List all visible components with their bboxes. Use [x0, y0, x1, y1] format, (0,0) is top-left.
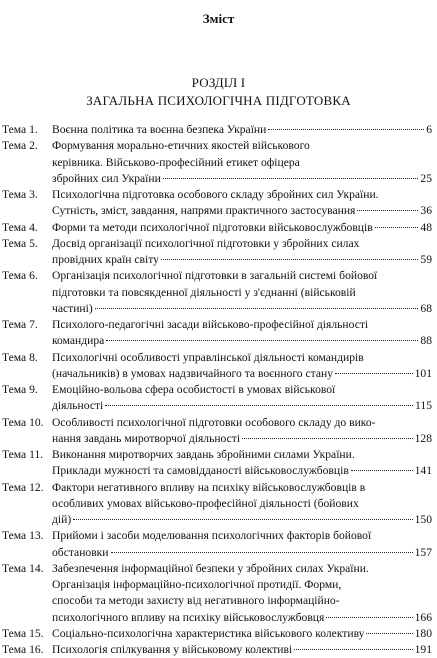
toc-entry-body — [52, 561, 432, 626]
toc-entry-line: способи та методи захисту від негативного інформаційно- — [52, 594, 340, 608]
toc-entry-label: Тема 13. — [2, 529, 44, 543]
toc-entry-line: підготовки та повсякденної діяльності у з'єднанні (військовій — [52, 285, 356, 299]
toc-entry-label: Тема 16. — [2, 643, 44, 656]
toc-entry-body — [52, 138, 432, 187]
toc-entry-label: Тема 9. — [2, 383, 38, 396]
toc-entry-label: Тема 3. — [2, 188, 38, 201]
toc-entry-page-number: 166 — [414, 610, 432, 624]
toc-entry-label: Тема 15. — [2, 626, 44, 640]
toc-entry-page-number: 25 — [420, 171, 432, 185]
dot-leader — [294, 649, 412, 650]
toc-entry — [2, 626, 432, 642]
toc-entry-body — [52, 317, 432, 350]
toc-entry-page-number: 88 — [420, 334, 432, 348]
toc-entry-body — [52, 480, 432, 529]
toc-entry-title: провідних країн світу — [52, 253, 159, 266]
toc-entry-body — [52, 626, 432, 642]
toc-entry-lastline — [52, 171, 432, 187]
toc-entry-label: Тема 8. — [2, 350, 38, 364]
dot-leader — [161, 259, 418, 260]
toc-entry-line: керівника. Військово-професійний етикет офіцера — [52, 155, 300, 169]
toc-entry-label: Тема 10. — [2, 415, 44, 429]
toc-entry-line: Забезпечення інформаційної безпеки у збройних силах України. — [52, 561, 369, 575]
toc-entry-body — [52, 220, 432, 236]
toc-entry — [2, 480, 432, 529]
toc-entry-body — [52, 528, 432, 561]
toc-entry-line: Психолого-педагогічні засади військово-професійної діяльності — [52, 318, 369, 331]
dot-leader — [268, 129, 424, 130]
toc-entry-lastline — [52, 366, 432, 382]
dot-leader — [95, 308, 419, 309]
toc-entry-title: діяльності — [52, 399, 104, 413]
dot-leader — [163, 178, 419, 179]
section-number: РОЗДІЛ І — [191, 75, 246, 90]
toc-entry — [2, 236, 432, 269]
toc-entry-lastline — [52, 122, 432, 138]
toc-entry-label: Тема 1. — [2, 123, 38, 136]
toc-entry-title: дій) — [52, 513, 72, 526]
toc-entry-line: Фактори негативного впливу на психіку військовослужбовців в — [52, 480, 366, 494]
dot-leader — [335, 373, 413, 374]
toc-entry-body — [52, 447, 432, 480]
toc-entry-body — [52, 350, 432, 383]
toc-entry-body — [52, 268, 432, 317]
toc-entry-title: Сутність, зміст, завдання, напрями практичного застосування — [52, 204, 356, 218]
toc-entry-line: Організація психологічної підготовки в загальній системі бойової — [52, 269, 378, 283]
toc-entry-body — [52, 122, 432, 138]
toc-entry-lastline — [52, 252, 432, 268]
toc-entry-title: нання завдань миротворчої діяльності — [52, 431, 241, 445]
toc-entry — [2, 561, 432, 626]
dot-leader — [351, 470, 413, 471]
toc-entry-line: Формування морально-етичних якостей військового — [52, 139, 310, 153]
toc-entry-page-number: 36 — [420, 204, 432, 218]
toc-entry-title: збройних сил України — [52, 171, 161, 185]
toc-entry-title: Форми та методи психологічної підготовки військовослужбовців — [52, 220, 373, 234]
toc-entry — [2, 220, 432, 236]
toc-entry-label: Тема 5. — [2, 236, 38, 250]
toc-entry-lastline — [52, 463, 432, 479]
toc-entry — [2, 187, 432, 220]
toc-entry-label: Тема 2. — [2, 139, 38, 153]
toc-entry-line: Емоційно-вольова сфера особистості в умовах військової — [52, 383, 336, 396]
toc-entry-lastline — [52, 545, 432, 561]
toc-entry-label: Тема 4. — [2, 220, 38, 234]
toc-entry-lastline — [52, 220, 432, 236]
toc-entry-line: Психологічна підготовка особового складу збройних сил України. — [52, 188, 379, 201]
toc-entry-page-number: 59 — [420, 253, 432, 266]
dot-leader — [73, 519, 412, 520]
toc-entry-page-number: 128 — [414, 431, 432, 445]
dot-leader — [105, 405, 413, 406]
toc-entry — [2, 268, 432, 317]
toc-entry-body — [52, 187, 432, 220]
toc-entry-page-number: 150 — [414, 513, 432, 526]
toc-entry-body — [52, 382, 432, 415]
toc-entry-title: командира — [52, 334, 105, 348]
toc-entry-body — [52, 236, 432, 269]
toc-entry-title: Соціально-психологічна характеристика військового колективу — [52, 626, 365, 640]
toc-entry-line: Особливості психологічної підготовки особового складу до вико- — [52, 415, 376, 429]
toc-entry-line: Досвід організації психологічної підготовки у збройних силах — [52, 236, 360, 250]
toc-entry-label: Тема 12. — [2, 480, 44, 494]
toc-entry-page-number: 115 — [415, 399, 432, 413]
toc-entry-body — [52, 415, 432, 448]
dot-leader — [366, 633, 412, 634]
dot-leader — [242, 438, 413, 439]
toc-entry-title: Психологія спілкування у військовому колективі — [52, 643, 293, 656]
toc-entry — [2, 642, 432, 658]
toc-entry-lastline — [52, 203, 432, 219]
toc-entry-page-number: 6 — [426, 123, 432, 136]
toc-entry-lastline — [52, 333, 432, 349]
toc-entry — [2, 317, 432, 350]
toc-entry — [2, 528, 432, 561]
toc-entry-page-number: 48 — [420, 220, 432, 234]
toc-entry-page-number: 157 — [414, 545, 432, 559]
toc-entry-title: обстановки — [52, 545, 109, 559]
dot-leader — [375, 227, 419, 228]
toc-entry — [2, 138, 432, 187]
toc-entry-page-number: 180 — [414, 626, 432, 640]
toc-entry — [2, 415, 432, 448]
toc-entry-page-number: 141 — [414, 464, 432, 478]
toc-entry — [2, 350, 432, 383]
toc-entry-lastline — [52, 610, 432, 626]
toc-entry — [2, 382, 432, 415]
toc-entry-title: Приклади мужності та самовідданості військовослужбовців — [52, 464, 349, 478]
toc-entry-lastline — [52, 512, 432, 528]
toc-entry-title: Воєнна політика та воєнна безпека України — [52, 123, 267, 136]
toc-entry-page-number: 191 — [414, 643, 432, 656]
toc-entry-body — [52, 642, 432, 658]
toc-entry-label: Тема 6. — [2, 269, 38, 283]
toc-entry-title: частині) — [52, 301, 93, 315]
toc-entry-lastline — [52, 642, 432, 658]
dot-leader — [106, 340, 418, 341]
toc-entry-label: Тема 11. — [2, 448, 44, 461]
toc-entry-lastline — [52, 301, 432, 317]
toc-entry-line: Прийоми і засоби моделювання психологічних факторів бойової — [52, 529, 372, 543]
toc-entry-line: особливих умовах військово-професійної діяльності (бойових — [52, 496, 359, 510]
page-title: Зміст — [202, 11, 235, 26]
section-title: ЗАГАЛЬНА ПСИХОЛОГІЧНА ПІДГОТОВКА — [86, 93, 351, 108]
toc-entry-page-number: 68 — [420, 301, 432, 315]
toc-entry-page-number: 101 — [414, 366, 432, 380]
table-of-contents — [2, 122, 432, 658]
toc-entry-lastline — [52, 431, 432, 447]
toc-entry-label: Тема 7. — [2, 318, 38, 331]
toc-entry — [2, 122, 432, 138]
toc-entry-line: Організація інформаційно-психологічної протидії. Форми, — [52, 578, 342, 591]
dot-leader — [111, 552, 413, 553]
toc-entry-lastline — [52, 398, 432, 414]
toc-entry-line: Виконання миротворчих завдань збройними силами України. — [52, 448, 355, 461]
toc-entry — [2, 447, 432, 480]
toc-entry-lastline — [52, 626, 432, 642]
dot-leader — [326, 617, 412, 618]
toc-entry-line: Психологічні особливості управлінської діяльності командирів — [52, 350, 364, 364]
toc-entry-label: Тема 14. — [2, 561, 44, 575]
toc-entry-title: психологічного впливу на психіку військовослужбовця — [52, 610, 325, 624]
dot-leader — [357, 210, 418, 211]
toc-entry-title: (начальників) в умовах надзвичайного та воєнного стану — [52, 366, 333, 380]
